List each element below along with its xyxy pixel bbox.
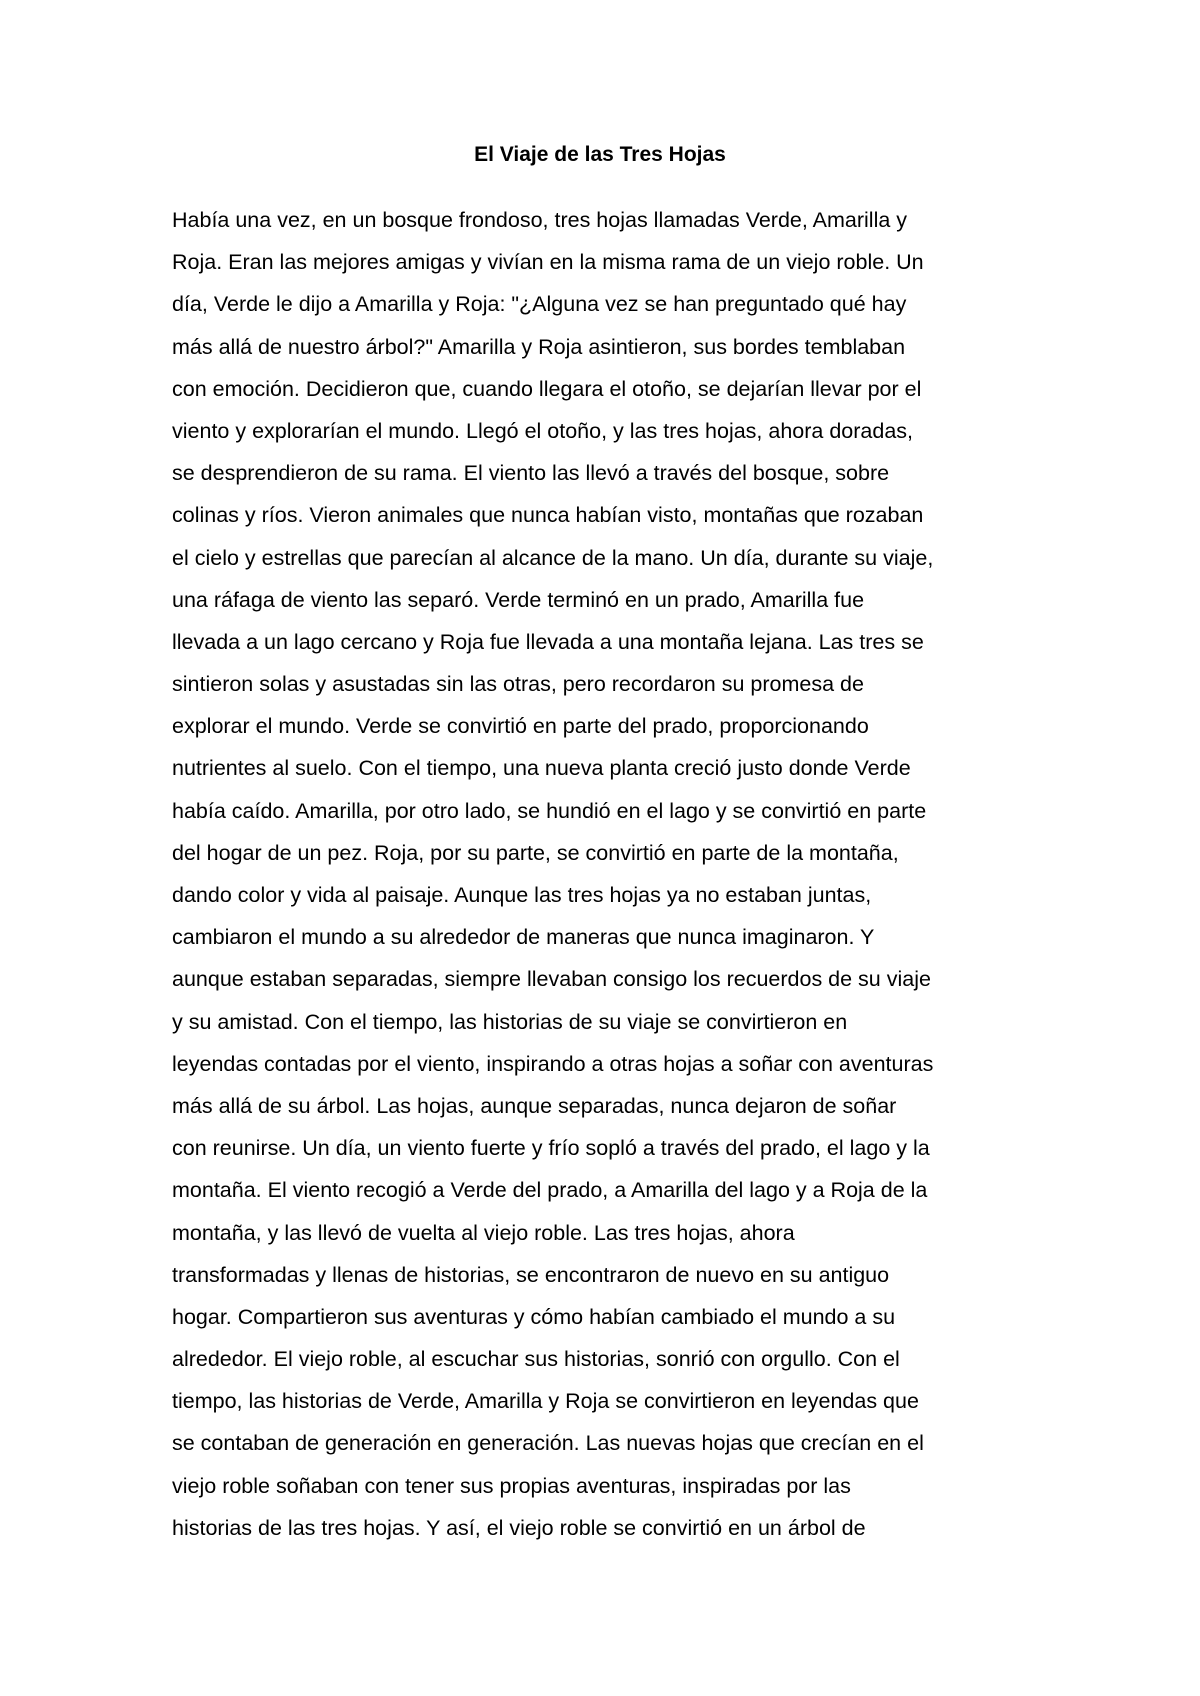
body-line: leyendas contadas por el viento, inspirando a otras hojas a soñar con aventuras <box>172 1051 934 1076</box>
body-line: dando color y vida al paisaje. Aunque las tres hojas ya no estaban juntas, <box>172 883 872 907</box>
body-line: se contaban de generación en generación. Las nuevas hojas que crecían en el <box>172 1431 924 1456</box>
body-line: hogar. Compartieron sus aventuras y cómo habían cambiado el mundo a su <box>172 1304 896 1329</box>
document-body <box>172 199 1072 1549</box>
body-line: más allá de nuestro árbol?" Amarilla y Roja asintieron, sus bordes temblaban <box>172 334 906 359</box>
body-line: había caído. Amarilla, por otro lado, se hundió en el lago y se convirtió en parte <box>172 798 927 823</box>
body-line: explorar el mundo. Verde se convirtió en parte del prado, proporcionando <box>172 714 869 739</box>
body-line: montaña, y las llevó de vuelta al viejo roble. Las tres hojas, ahora <box>172 1220 795 1245</box>
body-line: una ráfaga de viento las separó. Verde terminó en un prado, Amarilla fue <box>172 587 865 612</box>
body-line: transformadas y llenas de historias, se encontraron de nuevo en su antiguo <box>172 1262 890 1287</box>
body-line: cambiaron el mundo a su alrededor de maneras que nunca imaginaron. Y <box>172 925 875 950</box>
body-line: nutrientes al suelo. Con el tiempo, una nueva planta creció justo donde Verde <box>172 756 911 781</box>
body-line: tiempo, las historias de Verde, Amarilla y Roja se convirtieron en leyendas que <box>172 1389 919 1414</box>
body-line: llevada a un lago cercano y Roja fue llevada a una montaña lejana. Las tres se <box>172 629 924 654</box>
body-line: Había una vez, en un bosque frondoso, tres hojas llamadas Verde, Amarilla y <box>172 208 908 232</box>
body-line: alrededor. El viejo roble, al escuchar sus historias, sonrió con orgullo. Con el <box>172 1347 900 1372</box>
body-line: el cielo y estrellas que parecían al alcance de la mano. Un día, durante su viaje, <box>172 545 934 570</box>
body-line: montaña. El viento recogió a Verde del prado, a Amarilla del lago y a Roja de la <box>172 1178 928 1203</box>
body-line: con emoción. Decidieron que, cuando llegara el otoño, se dejarían llevar por el <box>172 376 922 401</box>
body-line: con reunirse. Un día, un viento fuerte y frío sopló a través del prado, el lago y la <box>172 1136 930 1161</box>
body-line: historias de las tres hojas. Y así, el viejo roble se convirtió en un árbol de <box>172 1515 866 1540</box>
body-line: viejo roble soñaban con tener sus propias aventuras, inspiradas por las <box>172 1473 851 1498</box>
body-line: más allá de su árbol. Las hojas, aunque separadas, nunca dejaron de soñar <box>172 1093 897 1118</box>
body-line: Roja. Eran las mejores amigas y vivían en la misma rama de un viejo roble. Un <box>172 250 924 275</box>
body-line: colinas y ríos. Vieron animales que nunca habían visto, montañas que rozaban <box>172 503 924 528</box>
body-line: se desprendieron de su rama. El viento las llevó a través del bosque, sobre <box>172 461 890 486</box>
body-line: sintieron solas y asustadas sin las otras, pero recordaron su promesa de <box>172 672 864 697</box>
body-line: viento y explorarían el mundo. Llegó el otoño, y las tres hojas, ahora doradas, <box>172 418 914 443</box>
body-line: del hogar de un pez. Roja, por su parte, se convirtió en parte de la montaña, <box>172 840 899 865</box>
body-line: aunque estaban separadas, siempre llevaban consigo los recuerdos de su viaje <box>172 967 931 992</box>
body-line: y su amistad. Con el tiempo, las historias de su viaje se convirtieron en <box>172 1009 848 1034</box>
body-line: día, Verde le dijo a Amarilla y Roja: "¿Alguna vez se han preguntado qué hay <box>172 292 907 317</box>
document-title: El Viaje de las Tres Hojas <box>474 143 726 166</box>
